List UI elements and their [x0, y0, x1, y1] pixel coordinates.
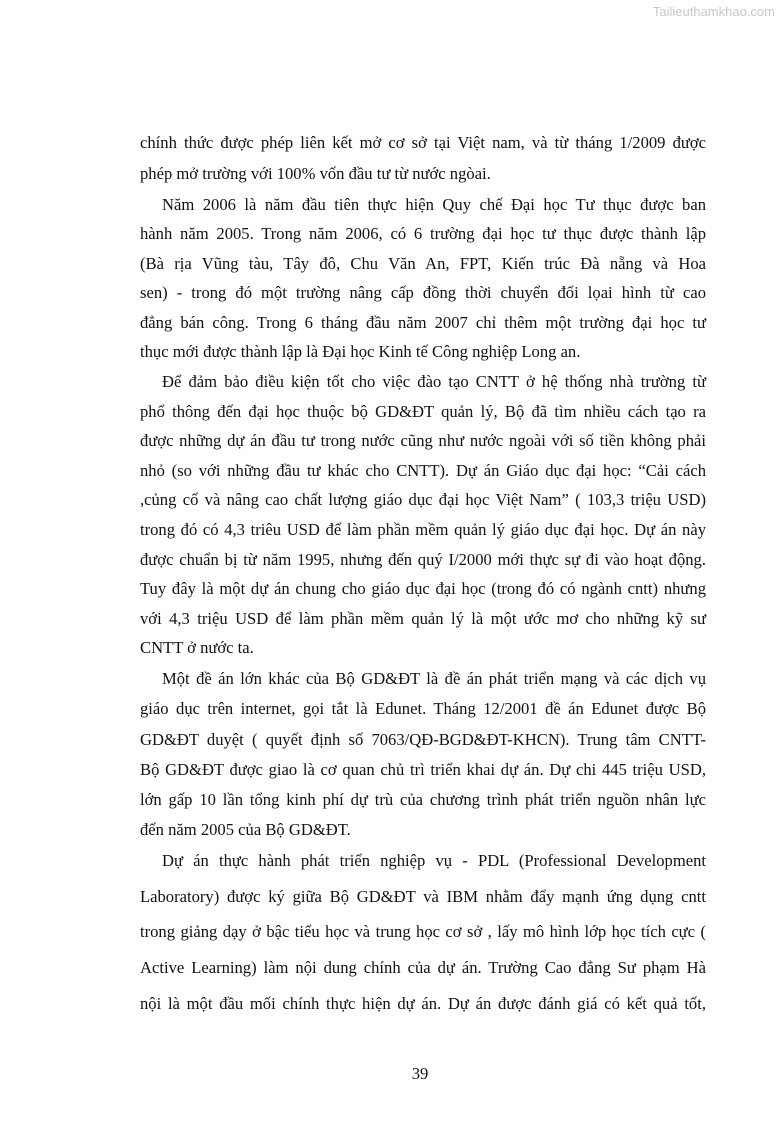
- text-line: được những dự án đầu tư trong nước cũng như nước ngoài với số tiền không phải: [140, 431, 706, 451]
- text-line: trong giảng dạy ở bậc tiểu học và trung học cơ sở , lấy mô hình lớp học tích cực (: [140, 922, 706, 942]
- text-line: Năm 2006 là năm đầu tiên thực hiện Quy chế Đại học Tư thục được ban: [162, 195, 706, 214]
- paragraph: [140, 195, 706, 371]
- text-line: chính thức được phép liên kết mở cơ sở tại Việt nam, và từ tháng 1/2009 được: [140, 133, 706, 152]
- paragraph: [140, 372, 706, 668]
- text-line: đẳng bán công. Trong 6 tháng đầu năm 2007 chỉ thêm một trường đại học tư: [140, 312, 706, 332]
- text-line: giáo dục trên internet, gọi tắt là Edunet. Tháng 12/2001 đề án Edunet được Bộ: [140, 699, 706, 719]
- text-line: nhỏ (so với những đầu tư khác cho CNTT). Dự án Giáo dục đại học: “Cải cách: [140, 460, 706, 480]
- text-line: Để đảm bảo điều kiện tốt cho việc đào tạo CNTT ở hệ thống nhà trường từ: [162, 372, 706, 391]
- paragraph: [140, 851, 706, 1029]
- text-line: phép mở trường với 100% vốn đầu tư từ nước ngòai.: [140, 164, 491, 183]
- page-number: 39: [411, 1064, 429, 1083]
- text-line: lớn gấp 10 lần tổng kinh phí dự trù của chương trình phát triển nguồn nhân lực: [140, 790, 706, 810]
- text-line: Laboratory) được ký giữa Bộ GD&ĐT và IBM nhằm đẩy mạnh ứng dụng cntt: [140, 886, 706, 906]
- text-line: Tuy đây là một dự án chung cho giáo dục đại học (trong đó có ngành cntt) nhưng: [140, 579, 706, 599]
- text-line: Active Learning) làm nội dung chính của dự án. Trường Cao đẳng Sư phạm Hà: [140, 958, 706, 978]
- watermark: Tailieuthamkhao.com: [652, 4, 775, 19]
- text-line: thục mới được thành lập là Đại học Kinh tế Công nghiệp Long an.: [140, 341, 581, 361]
- text-line: hành năm 2005. Trong năm 2006, có 6 trường đại học tư thục được thành lập: [140, 224, 706, 244]
- paragraph: [140, 669, 706, 851]
- text-line: (Bà rịa Vũng tàu, Tây đô, Chu Văn An, FPT, Kiến trúc Đà nẵng và Hoa: [140, 253, 706, 273]
- text-line: với 4,3 triệu USD để làm phần mềm quản lý là một ước mơ cho những kỹ sư: [140, 608, 706, 628]
- text-line: Một đề án lớn khác của Bộ GD&ĐT là đề án phát triển mạng và các dịch vụ: [162, 669, 706, 688]
- text-line: CNTT ở nước ta.: [140, 638, 254, 658]
- paragraph: [140, 133, 706, 195]
- text-line: ,củng cố và nâng cao chất lượng giáo dục đại học Việt Nam” ( 103,3 triệu USD): [140, 490, 706, 510]
- text-line: trong đó có 4,3 triêu USD để làm phần mềm quản lý giáo dục đại học. Dự án này: [140, 519, 706, 539]
- text-line: sen) - trong đó một trường nâng cấp đồng thời chuyển đổi lọai hình từ cao: [140, 283, 706, 303]
- text-line: được chuẩn bị từ năm 1995, nhưng đến quý I/2000 mới thực sự đi vào hoạt động.: [140, 549, 706, 569]
- text-line: đến năm 2005 của Bộ GD&ĐT.: [140, 820, 351, 840]
- text-line: phổ thông đến đại học thuộc bộ GD&ĐT quản lý, Bộ đã tìm nhiều cách tạo ra: [140, 401, 706, 421]
- text-line: GD&ĐT duyệt ( quyết định số 7063/QĐ-BGD&ĐT-KHCN). Trung tâm CNTT-: [140, 729, 706, 749]
- text-line: Bộ GD&ĐT được giao là cơ quan chủ trì triển khai dự án. Dự chi 445 triệu USD,: [140, 759, 706, 779]
- text-line: Dự án thực hành phát triển nghiệp vụ - PDL (Professional Development: [162, 851, 706, 870]
- text-line: nội là một đầu mối chính thực hiện dự án. Dự án được đánh giá có kết quả tốt,: [140, 993, 706, 1013]
